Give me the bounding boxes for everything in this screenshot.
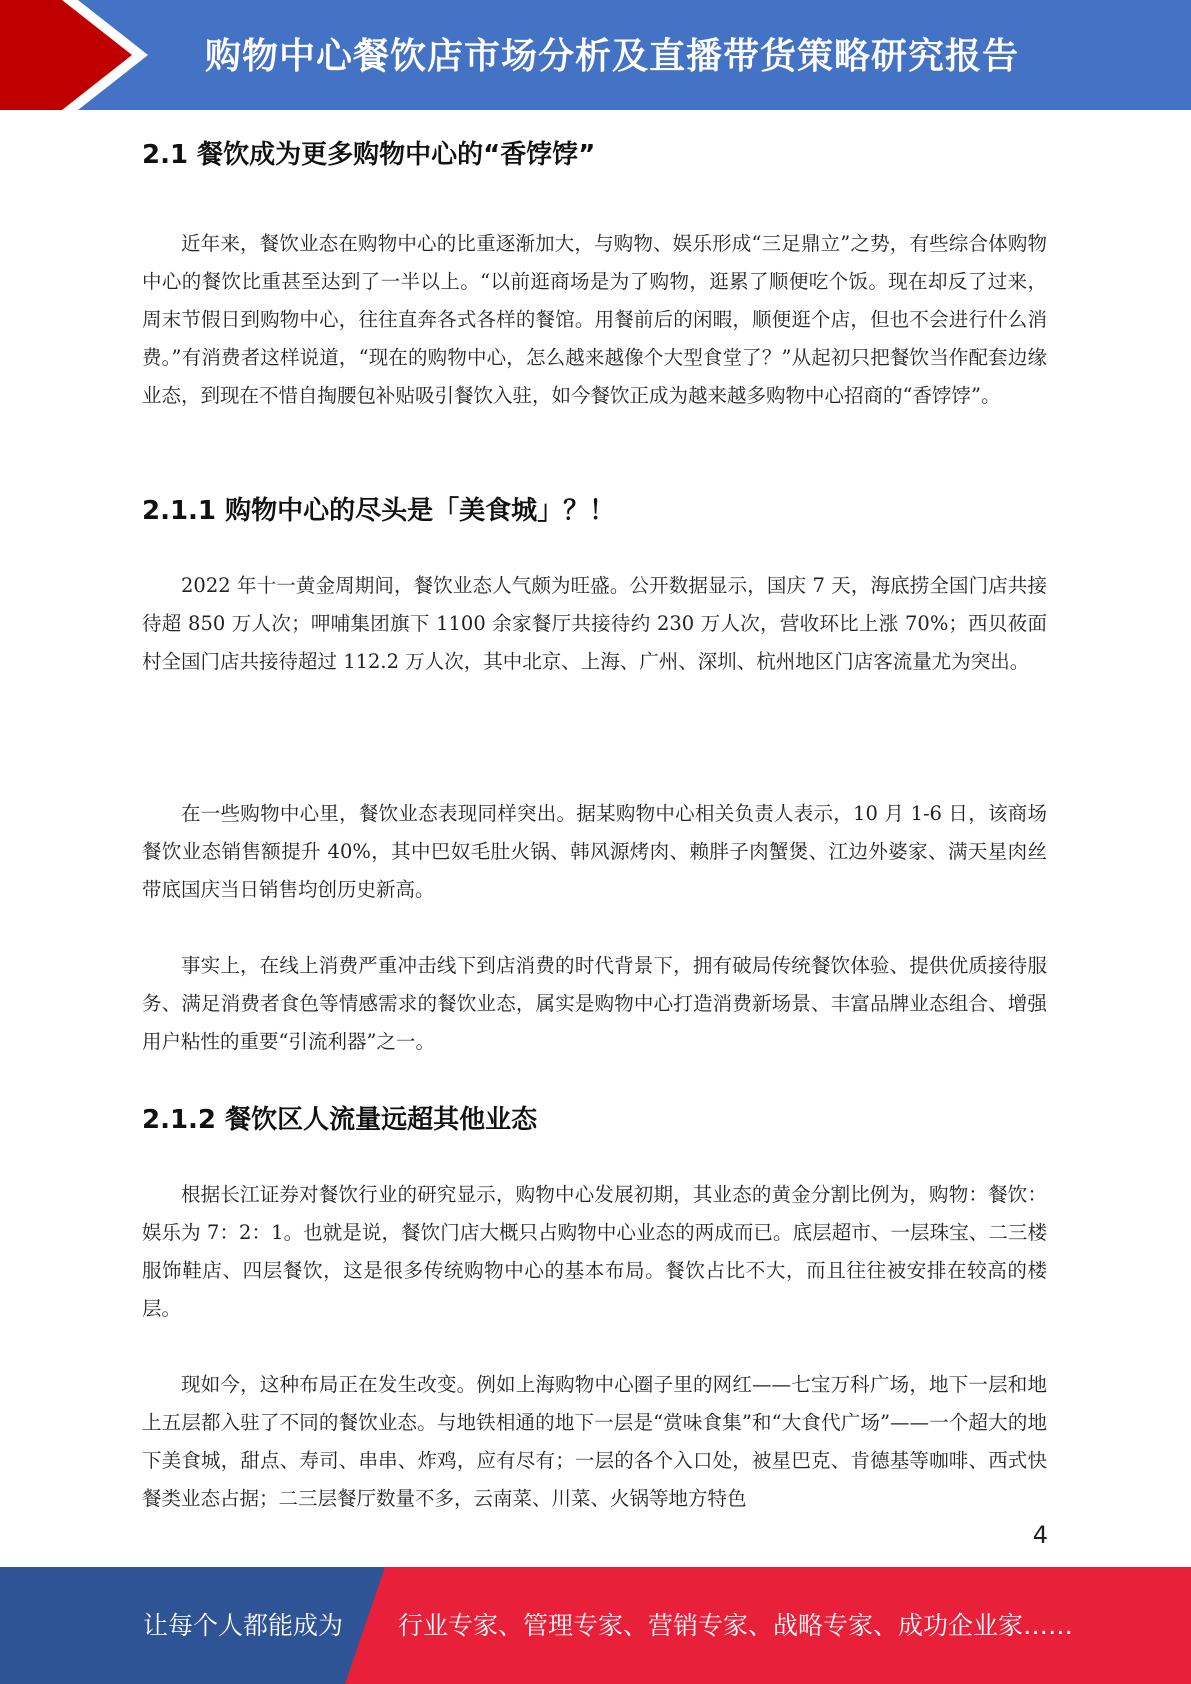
header-title: 购物中心餐饮店市场分析及直播带货策略研究报告: [205, 36, 1020, 77]
paragraph-2-1-1-c: 事实上，在线上消费严重冲击线下到店消费的时代背景下，拥有破局传统餐饮体验、提供优质接待服务、满足消费者食色等情感需求的餐饮业态，属实是购物中心打造消费新场景、丰富品牌业态组合、增强用户粘性的重要“引流利器”之一。: [142, 954, 1047, 1053]
paragraph-2-1-2-b: 现如今，这种布局正在发生改变。例如上海购物中心圈子里的网红——七宝万科广场，地下一层和地上五层都入驻了不同的餐饮业态。与地铁相通的地下一层是“赏味食集”和“大食代广场”——一个超大的地下美食城，甜点、寿司、串串、炸鸡，应有尽有；一层的各个入口处，被星巴克、肯德基等咖啡、西式快餐类业态占据；二三层餐厅数量不多，云南菜、川菜、火锅等地方特色: [142, 1373, 1047, 1510]
page-number: 4: [1032, 1521, 1048, 1549]
header-chevron-decoration: [0, 0, 160, 110]
heading-2-1: 2.1 餐饮成为更多购物中心的“香饽饽”: [142, 140, 596, 170]
heading-2-1-1: 2.1.1 购物中心的尽头是「美食城」？！: [142, 496, 616, 526]
paragraph-2-1-1-b: 在一些购物中心里，餐饮业态表现同样突出。据某购物中心相关负责人表示，10 月 1-6 日，该商场餐饮业态销售额提升 40%，其中巴奴毛肚火锅、韩风源烤肉、赖胖子肉蟹煲、江边外婆家、满天星肉丝带底国庆当日销售均创历史新高。: [142, 802, 1047, 901]
page-footer: [0, 1567, 1191, 1684]
paragraph-2-1-a: 近年来，餐饮业态在购物中心的比重逐渐加大，与购物、娱乐形成“三足鼎立”之势，有些综合体购物中心的餐饮比重甚至达到了一半以上。“以前逛商场是为了购物，逛累了顺便吃个饭。现在却反了过来，周末节假日到购物中心，往往直奔各式各样的餐馆。用餐前后的闲暇，顺便逛个店，但也不会进行什么消费。”有消费者这样说道，“现在的购物中心，怎么越来越像个大型食堂了？”从起初只把餐饮当作配套边缘业态，到现在不惜自掏腰包补贴吸引餐饮入驻，如今餐饮正成为越来越多购物中心招商的“香饽饽”。: [142, 232, 1047, 407]
paragraph-2-1-1-a: 2022 年十一黄金周期间，餐饮业态人气颇为旺盛。公开数据显示，国庆 7 天，海底捞全国门店共接待超 850 万人次；呷哺集团旗下 1100 余家餐厅共接待约 230 万人次，营收环比上涨 70%；西贝莜面村全国门店共接待超过 112.2 万人次，其中北京、上海、广州、深圳、杭州地区门店客流量尤为突出。: [142, 574, 1047, 673]
footer-slogan-right: 行业专家、管理专家、营销专家、战略专家、成功企业家……: [398, 1611, 1074, 1640]
paragraph-2-1-2-a: 根据长江证券对餐饮行业的研究显示，购物中心发展初期，其业态的黄金分割比例为，购物：餐饮：娱乐为 7：2：1。也就是说，餐饮门店大概只占购物中心业态的两成而已。底层超市、一层珠宝、二三楼服饰鞋店、四层餐饮，这是很多传统购物中心的基本布局。餐饮占比不大，而且往往被安排在较高的楼层。: [142, 1183, 1047, 1320]
heading-2-1-2: 2.1.2 餐饮区人流量远超其他业态: [142, 1105, 538, 1135]
page-header: [0, 0, 1191, 110]
footer-slogan-left: 让每个人都能成为: [143, 1611, 344, 1640]
